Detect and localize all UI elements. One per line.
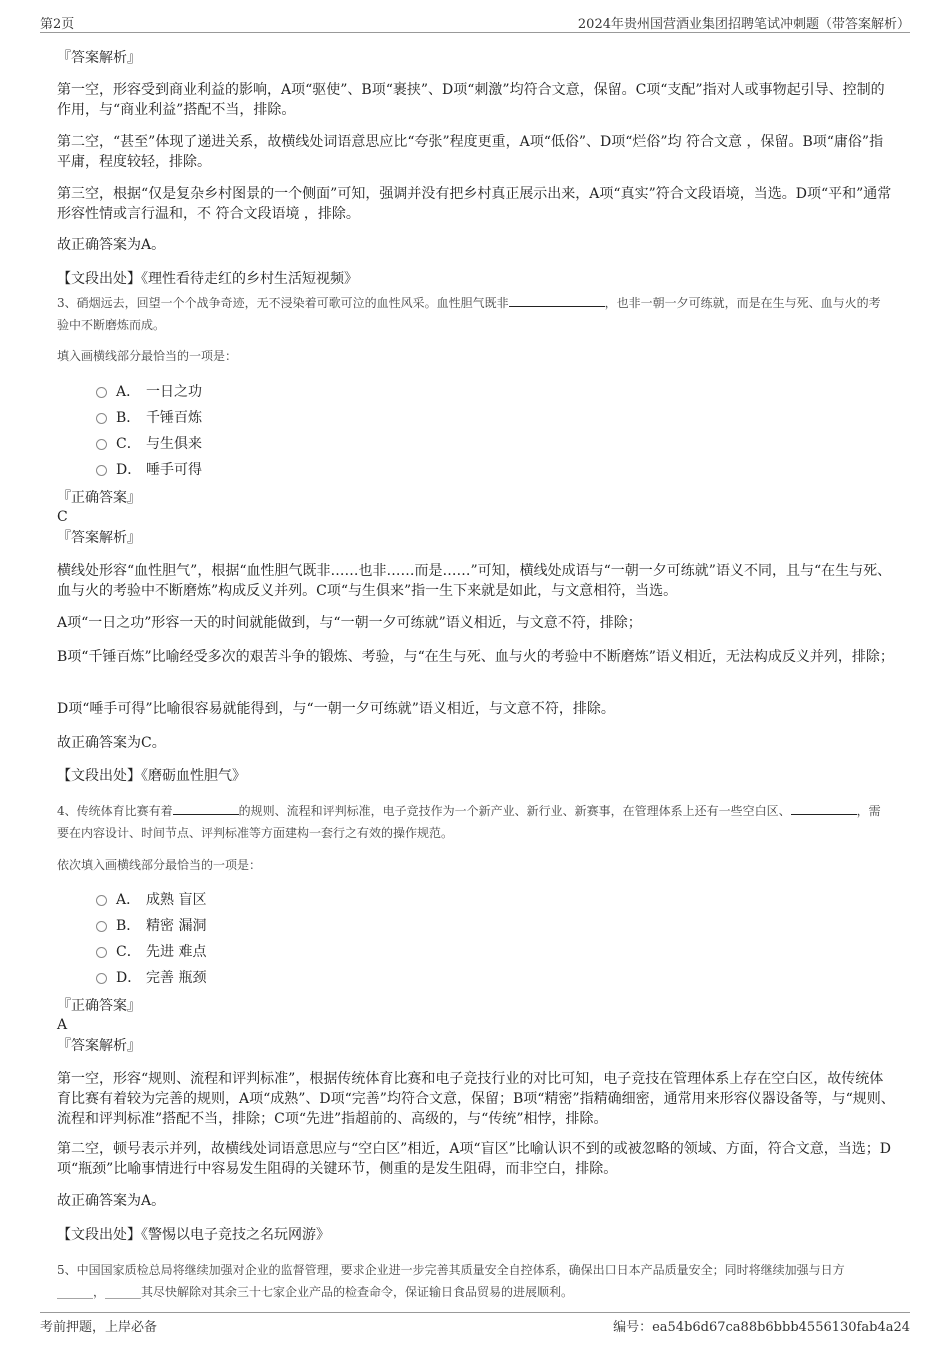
page-number: 第2页 bbox=[40, 17, 75, 32]
q3-analysis-p1: 横线处形容“血性胆气”，根据“血性胆气既非……也非……而是……”可知，横线处成语与“一朝一夕可练就”语义不同，且与“在生与死、血与火的考验中不断磨炼”构成反义并列。C项“与生俱来”指一生下来就是如此，与文意相符，当选。 bbox=[57, 563, 892, 599]
q3-analysis-p4: D项“唾手可得”比喻很容易就能得到，与“一朝一夕可练就”语义相近，与文意不符，排除。 bbox=[57, 701, 615, 717]
q3-answer-label: 『正确答案』 bbox=[57, 490, 141, 506]
page-footer bbox=[40, 1312, 910, 1337]
q4-analysis-p1: 第一空，形容“规则、流程和评判标准”，根据传统体育比赛和电子竞技行业的对比可知，电子竞技在管理体系上存在空白区，故传统体育比赛有着较为完善的规则，A项“成熟”、D项“完善”均符合文意，保留；B项“精密”指精确细密，通常用来形容仪器设备等，与“规则、流程和评判标准”搭配不当，排除；C项“先进”指超前的、高级的，与“传统”相悖，排除。 bbox=[57, 1071, 895, 1127]
q3-option-a[interactable]: A． 一日之功 bbox=[96, 382, 202, 402]
radio-icon[interactable] bbox=[96, 973, 107, 984]
q4-option-b[interactable]: B． 精密 漏洞 bbox=[96, 916, 206, 936]
q2-analysis-p3: 第三空，根据“仅是复杂乡村图景的一个侧面”可知，强调并没有把乡村真正展示出来，A项“真实”符合文段语境，当选。D项“平和”通常形容性情或言行温和，不 符合文段语境 ，排除。 bbox=[57, 186, 892, 222]
page-header bbox=[40, 10, 910, 33]
q3-analysis-p2: A项“一日之功”形容一天的时间就能做到，与“一朝一夕可练就”语义相近，与文意不符，排除； bbox=[57, 615, 642, 631]
q5-blank-2: ______ bbox=[105, 1285, 142, 1299]
q3-answer: C bbox=[57, 509, 68, 525]
q4-stem: 4、传统体育比赛有着 的规则、流程和评判标准，电子竞技作为一个新产业、新行业、新赛事，在管理体系上还有一些空白区、 ，需要在内容设计、时间节点、评判标准等方面建构一套行之有效的操作规范。 bbox=[57, 800, 887, 844]
q4-option-c[interactable]: C． 先进 难点 bbox=[96, 942, 206, 962]
q3-option-b[interactable]: B． 千锤百炼 bbox=[96, 408, 202, 428]
q4-blank-1 bbox=[173, 800, 239, 815]
q4-answer: A bbox=[57, 1017, 68, 1033]
q4-blank-2 bbox=[791, 800, 857, 815]
radio-icon[interactable] bbox=[96, 387, 107, 398]
radio-icon[interactable] bbox=[96, 947, 107, 958]
q3-prompt: 填入画横线部分最恰当的一项是： bbox=[57, 349, 238, 363]
q4-analysis-label: 『答案解析』 bbox=[57, 1038, 141, 1054]
q3-conclusion: 故正确答案为C。 bbox=[57, 735, 166, 751]
q4-source: 【文段出处】《警惕以电子竞技之名玩网游》 bbox=[57, 1227, 330, 1243]
q2-analysis-p2: 第二空，“甚至”体现了递进关系，故横线处词语意思应比“夸张”程度更重，A项“低俗”、D项“烂俗”均 符合文意 ，保留。B项“庸俗”指平庸，程度较轻，排除。 bbox=[57, 134, 884, 170]
q2-analysis-label: 『答案解析』 bbox=[57, 50, 141, 66]
q4-analysis-p2: 第二空，顿号表示并列，故横线处词语意思应与“空白区”相近，A项“盲区”比喻认识不到的或被忽略的领域、方面，符合文意，当选；D项“瓶颈”比喻事情进行中容易发生阻碍的关键环节，侧重的是发生阻碍，而非空白，排除。 bbox=[57, 1141, 891, 1177]
q3-option-c[interactable]: C． 与生俱来 bbox=[96, 434, 202, 454]
document-serial: 编号：ea54b6d67ca88b6bbb4556130fab4a24 bbox=[613, 1320, 910, 1335]
q4-conclusion: 故正确答案为A。 bbox=[57, 1193, 166, 1209]
q3-source: 【文段出处】《磨砺血性胆气》 bbox=[57, 768, 246, 784]
document-title: 2024年贵州国营酒业集团招聘笔试冲刺题（带答案解析） bbox=[577, 17, 910, 32]
radio-icon[interactable] bbox=[96, 439, 107, 450]
q3-stem: 3、硝烟远去，回望一个个战争奇迹，无不浸染着可歌可泣的血性风采。血性胆气既非 ，也非一朝一夕可练就，而是在生与死、血与火的考验中不断磨炼而成。 bbox=[57, 292, 887, 336]
q4-answer-label: 『正确答案』 bbox=[57, 998, 141, 1014]
footer-slogan: 考前押题，上岸必备 bbox=[40, 1320, 158, 1335]
q2-conclusion: 故正确答案为A。 bbox=[57, 237, 166, 253]
q5-blank-1: ______ bbox=[57, 1285, 93, 1299]
q3-analysis-p3: B项“千锤百炼”比喻经受多次的艰苦斗争的锻炼、考验，与“在生与死、血与火的考验中不断磨炼”语义相近，无法构成反义并列，排除； bbox=[57, 649, 894, 665]
q5-stem: 5、中国国家质检总局将继续加强对企业的监督管理，要求企业进一步完善其质量安全自控体系，确保出口日本产品质量安全；同时将继续加强与日方______，______其尽快解除对其余三十七家企业产品的检查命令，保证输日食品贸易的进展顺利。 bbox=[57, 1263, 845, 1299]
radio-icon[interactable] bbox=[96, 413, 107, 424]
q2-source: 【文段出处】《理性看待走红的乡村生活短视频》 bbox=[57, 271, 358, 287]
radio-icon[interactable] bbox=[96, 465, 107, 476]
q4-option-a[interactable]: A． 成熟 盲区 bbox=[96, 890, 206, 910]
radio-icon[interactable] bbox=[96, 921, 107, 932]
q3-option-d[interactable]: D． 唾手可得 bbox=[96, 460, 202, 480]
q3-blank bbox=[509, 292, 605, 307]
q3-analysis-label: 『答案解析』 bbox=[57, 530, 141, 546]
radio-icon[interactable] bbox=[96, 895, 107, 906]
q4-prompt: 依次填入画横线部分最恰当的一项是： bbox=[57, 858, 262, 872]
q2-analysis-p1: 第一空，形容受到商业利益的影响，A项“驱使”、B项“裹挟”、D项“刺激”均符合文意，保留。C项“支配”指对人或事物起引导、控制的作用，与“商业利益”搭配不当，排除。 bbox=[57, 82, 885, 118]
q4-option-d[interactable]: D． 完善 瓶颈 bbox=[96, 968, 206, 988]
